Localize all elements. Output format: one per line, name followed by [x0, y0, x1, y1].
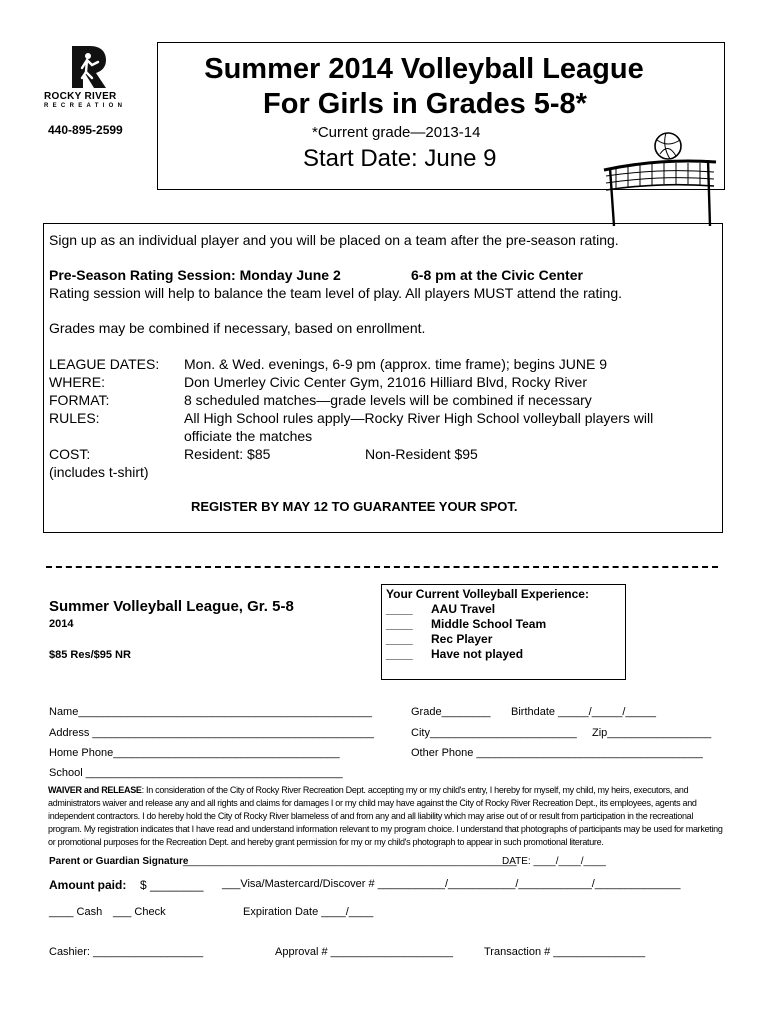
grades-note: Grades may be combined if necessary, based on enrollment. — [49, 320, 426, 336]
format-value: 8 scheduled matches—grade levels will be combined if necessary — [184, 392, 592, 408]
waiver-label: WAIVER and RELEASE — [48, 785, 142, 795]
experience-title: Your Current Volleyball Experience: — [386, 587, 589, 601]
home-phone-field[interactable]: Home Phone_____________________________________ — [49, 747, 340, 759]
amount-paid-label: Amount paid: — [49, 878, 127, 892]
cashier-field[interactable]: Cashier: __________________ — [49, 946, 204, 958]
volleyball-net-icon — [600, 128, 718, 228]
where-label: WHERE: — [49, 374, 105, 390]
waiver-body: : In consideration of the City of Rocky River Recreation Dept. accepting my or my child's entry, I hereby for myself, my child, my heirs, executors, and administrators waiver and release any and all rights and claims for damages I or my child may have against the City of Rocky River Recreation Dept., its employees, agents and independent contractors. I do hereby hold the City of Rocky River blameless of and from any and all liability which may arise out of or result from participation in the recreational program. My registration indicates that I have read and understand information relevant to my program choice. I understand that photographs of participants may be used for marketing or promotional purposes for the Recreation Dept. and hereby grant permission for my or my child's photograph to appear in such promotional literature. — [48, 785, 723, 847]
expiration-date-field[interactable]: Expiration Date ____/____ — [243, 906, 374, 918]
cut-line — [46, 566, 718, 568]
where-value: Don Umerley Civic Center Gym, 21016 Hilliard Blvd, Rocky River — [184, 374, 588, 390]
amount-paid-field[interactable]: $ ________ — [140, 878, 204, 892]
signature-date-field[interactable]: DATE: ____/____/____ — [502, 856, 606, 867]
address-field[interactable]: Address ______________________________________________ — [49, 727, 374, 739]
rocky-river-logo-icon — [68, 44, 108, 90]
format-label: FORMAT: — [49, 392, 110, 408]
org-subtitle: RECREATION — [44, 103, 127, 109]
transaction-field[interactable]: Transaction # _______________ — [484, 946, 646, 958]
rating-session-note: Rating session will help to balance the team level of play. All players MUST attend the rating. — [49, 285, 623, 301]
cost-note: (includes t-shirt) — [49, 464, 149, 480]
experience-blank[interactable]: ____ — [386, 632, 413, 646]
league-dates-value: Mon. & Wed. evenings, 6-9 pm (approx. time frame); begins JUNE 9 — [184, 356, 608, 372]
signature-label: Parent or Guardian Signature — [49, 856, 189, 867]
form-price: $85 Res/$95 NR — [49, 649, 131, 661]
org-name: ROCKY RIVER — [44, 91, 117, 102]
other-phone-field[interactable]: Other Phone _____________________________________ — [411, 747, 703, 759]
experience-option-middle-school: Middle School Team — [431, 617, 547, 631]
league-dates-label: LEAGUE DATES: — [49, 356, 160, 372]
check-field[interactable]: ___ Check — [113, 906, 166, 918]
flyer-title-line1: Summer 2014 Volleyball League — [204, 53, 644, 85]
experience-blank[interactable]: ____ — [386, 617, 413, 631]
org-phone: 440-895-2599 — [48, 123, 123, 137]
approval-field[interactable]: Approval # ____________________ — [275, 946, 453, 958]
cost-label: COST: — [49, 446, 91, 462]
experience-blank[interactable]: ____ — [386, 647, 413, 661]
signature-field[interactable]: ____________________________________________________________ — [183, 856, 517, 867]
rating-session-label: Pre-Season Rating Session: Monday June 2 — [49, 267, 341, 283]
experience-option-none: Have not played — [431, 647, 524, 661]
rating-session-time: 6-8 pm at the Civic Center — [411, 267, 583, 283]
cost-nonresident: Non-Resident $95 — [365, 446, 478, 462]
experience-option-aau: AAU Travel — [431, 602, 496, 616]
register-deadline: REGISTER BY MAY 12 TO GUARANTEE YOUR SPOT. — [191, 499, 518, 514]
card-number-field[interactable]: ___Visa/Mastercard/Discover # ___________/___________/____________/______________ — [222, 878, 681, 890]
form-league-title: Summer Volleyball League, Gr. 5-8 — [49, 598, 294, 615]
rules-value-line1: All High School rules apply—Rocky River High School volleyball players will — [184, 410, 654, 426]
start-date: Start Date: June 9 — [303, 145, 497, 172]
experience-option-rec: Rec Player — [431, 632, 493, 646]
cash-field[interactable]: ____ Cash — [49, 906, 103, 918]
birthdate-field[interactable]: Birthdate _____/_____/_____ — [511, 706, 656, 718]
grade-field[interactable]: Grade________ — [411, 706, 491, 718]
grade-note: *Current grade—2013-14 — [312, 124, 481, 141]
experience-blank[interactable]: ____ — [386, 602, 413, 616]
name-field[interactable]: Name________________________________________________ — [49, 706, 372, 718]
form-year: 2014 — [49, 618, 74, 630]
flyer-title-line2: For Girls in Grades 5-8* — [263, 88, 587, 120]
cost-resident: Resident: $85 — [184, 446, 271, 462]
signup-text: Sign up as an individual player and you will be placed on a team after the pre-season rating. — [49, 232, 619, 248]
zip-field[interactable]: Zip_________________ — [592, 727, 712, 739]
rules-value-line2: officiate the matches — [184, 428, 313, 444]
rules-label: RULES: — [49, 410, 100, 426]
waiver-text — [48, 784, 728, 849]
school-field[interactable]: School __________________________________________ — [49, 767, 343, 779]
city-field[interactable]: City________________________ — [411, 727, 577, 739]
